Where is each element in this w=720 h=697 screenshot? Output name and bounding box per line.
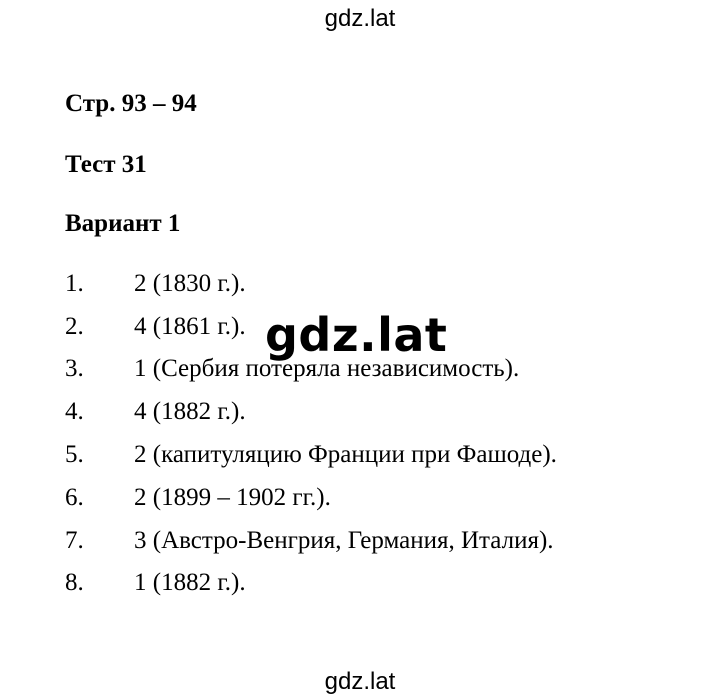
answer-text: 2 (капитуляцию Франции при Фашоде). — [134, 441, 557, 468]
answer-text: 1 (Сербия потеряла независимость). — [134, 355, 520, 382]
answer-item — [0, 482, 720, 514]
answer-number: 1. — [65, 270, 84, 297]
page-range-heading: Стр. 93 – 94 — [65, 90, 197, 117]
answer-item — [0, 396, 720, 428]
answer-item — [0, 525, 720, 557]
variant-heading: Вариант 1 — [65, 210, 181, 237]
answer-number: 8. — [65, 569, 84, 596]
answer-text: 3 (Австро-Венгрия, Германия, Италия). — [134, 527, 554, 554]
answer-text: 2 (1899 – 1902 гг.). — [134, 484, 331, 511]
answer-item — [0, 439, 720, 471]
answer-item — [0, 567, 720, 599]
answer-text: 4 (1861 г.). — [134, 313, 246, 340]
answer-text: 2 (1830 г.). — [134, 270, 246, 297]
watermark-center: gdz.lat — [265, 308, 448, 362]
test-heading: Тест 31 — [65, 151, 147, 178]
answer-number: 2. — [65, 313, 84, 340]
answer-number: 7. — [65, 527, 84, 554]
answer-text: 4 (1882 г.). — [134, 398, 246, 425]
answer-number: 6. — [65, 484, 84, 511]
answer-item — [0, 268, 720, 300]
answer-number: 4. — [65, 398, 84, 425]
answer-number: 3. — [65, 355, 84, 382]
answer-number: 5. — [65, 441, 84, 468]
watermark-top: gdz.lat — [324, 5, 396, 32]
watermark-bottom: gdz.lat — [324, 668, 396, 695]
answer-text: 1 (1882 г.). — [134, 569, 246, 596]
